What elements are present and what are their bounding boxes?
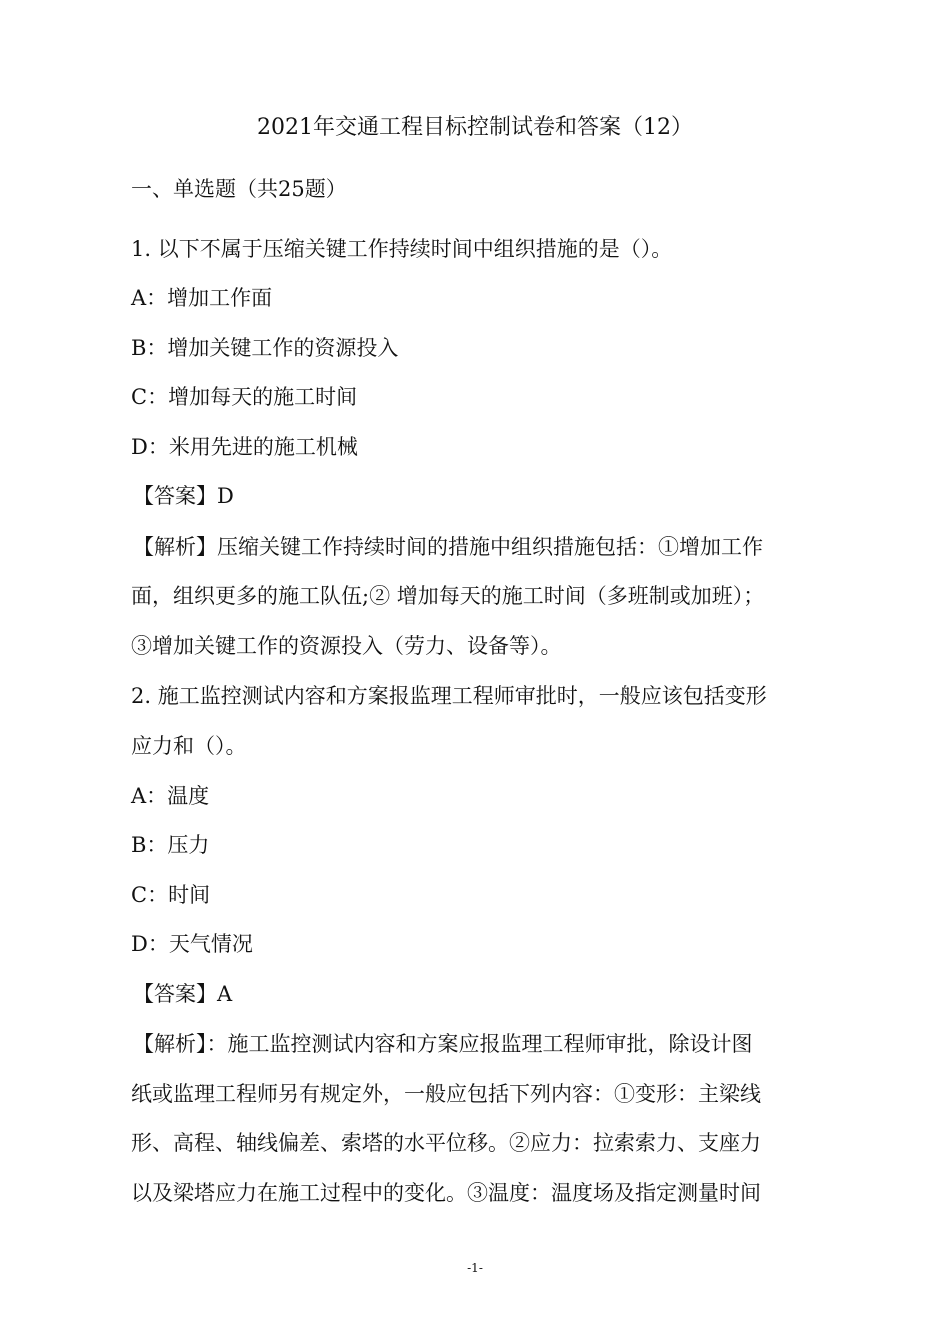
question-1-option-c: C：增加每天的施工时间: [131, 385, 358, 409]
question-1-analysis-line-1: 【解析】压缩关键工作持续时间的措施中组织措施包括：①增加工作: [133, 535, 763, 559]
document-title: 2021年交通工程目标控制试卷和答案（12）: [257, 115, 693, 140]
question-1-option-a: A：增加工作面: [131, 286, 273, 310]
question-2-option-a: A：温度: [131, 784, 210, 808]
question-2-option-d: D：天气情况: [131, 932, 253, 956]
question-2-analysis-line-3: 形、高程、轴线偏差、索塔的水平位移。②应力：拉索索力、支座力: [131, 1131, 761, 1155]
question-1-stem: 1. 以下不属于压缩关键工作持续时间中组织措施的是（）。: [131, 237, 673, 261]
question-2-option-c: C：时间: [131, 883, 211, 907]
question-2-stem-line-1: 2. 施工监控测试内容和方案报监理工程师审批时，一般应该包括变形: [131, 684, 767, 708]
question-2-answer: 【答案】A: [133, 982, 233, 1006]
question-2-analysis-line-1: 【解析】：施工监控测试内容和方案应报监理工程师审批，除设计图: [133, 1032, 753, 1056]
page-number: -1-: [467, 1261, 483, 1275]
question-2-option-b: B：压力: [131, 833, 210, 857]
question-1-answer: 【答案】D: [133, 484, 234, 508]
question-1-option-b: B：增加关键工作的资源投入: [131, 336, 399, 360]
question-2-analysis-line-2: 纸或监理工程师另有规定外，一般应包括下列内容：①变形：主梁线: [131, 1082, 761, 1106]
question-1-analysis-line-2: 面，组织更多的施工队伍;② 增加每天的施工时间（多班制或加班）；: [131, 584, 765, 608]
section-heading: 一、单选题（共25题）: [131, 177, 347, 201]
question-2-stem-line-2: 应力和（）。: [131, 734, 247, 758]
question-2-analysis-line-4: 以及梁塔应力在施工过程中的变化。③温度：温度场及指定测量时间: [131, 1181, 761, 1205]
question-1-option-d: D：米用先进的施工机械: [131, 435, 358, 459]
question-1-analysis-line-3: ③增加关键工作的资源投入（劳力、设备等）。: [131, 634, 562, 658]
